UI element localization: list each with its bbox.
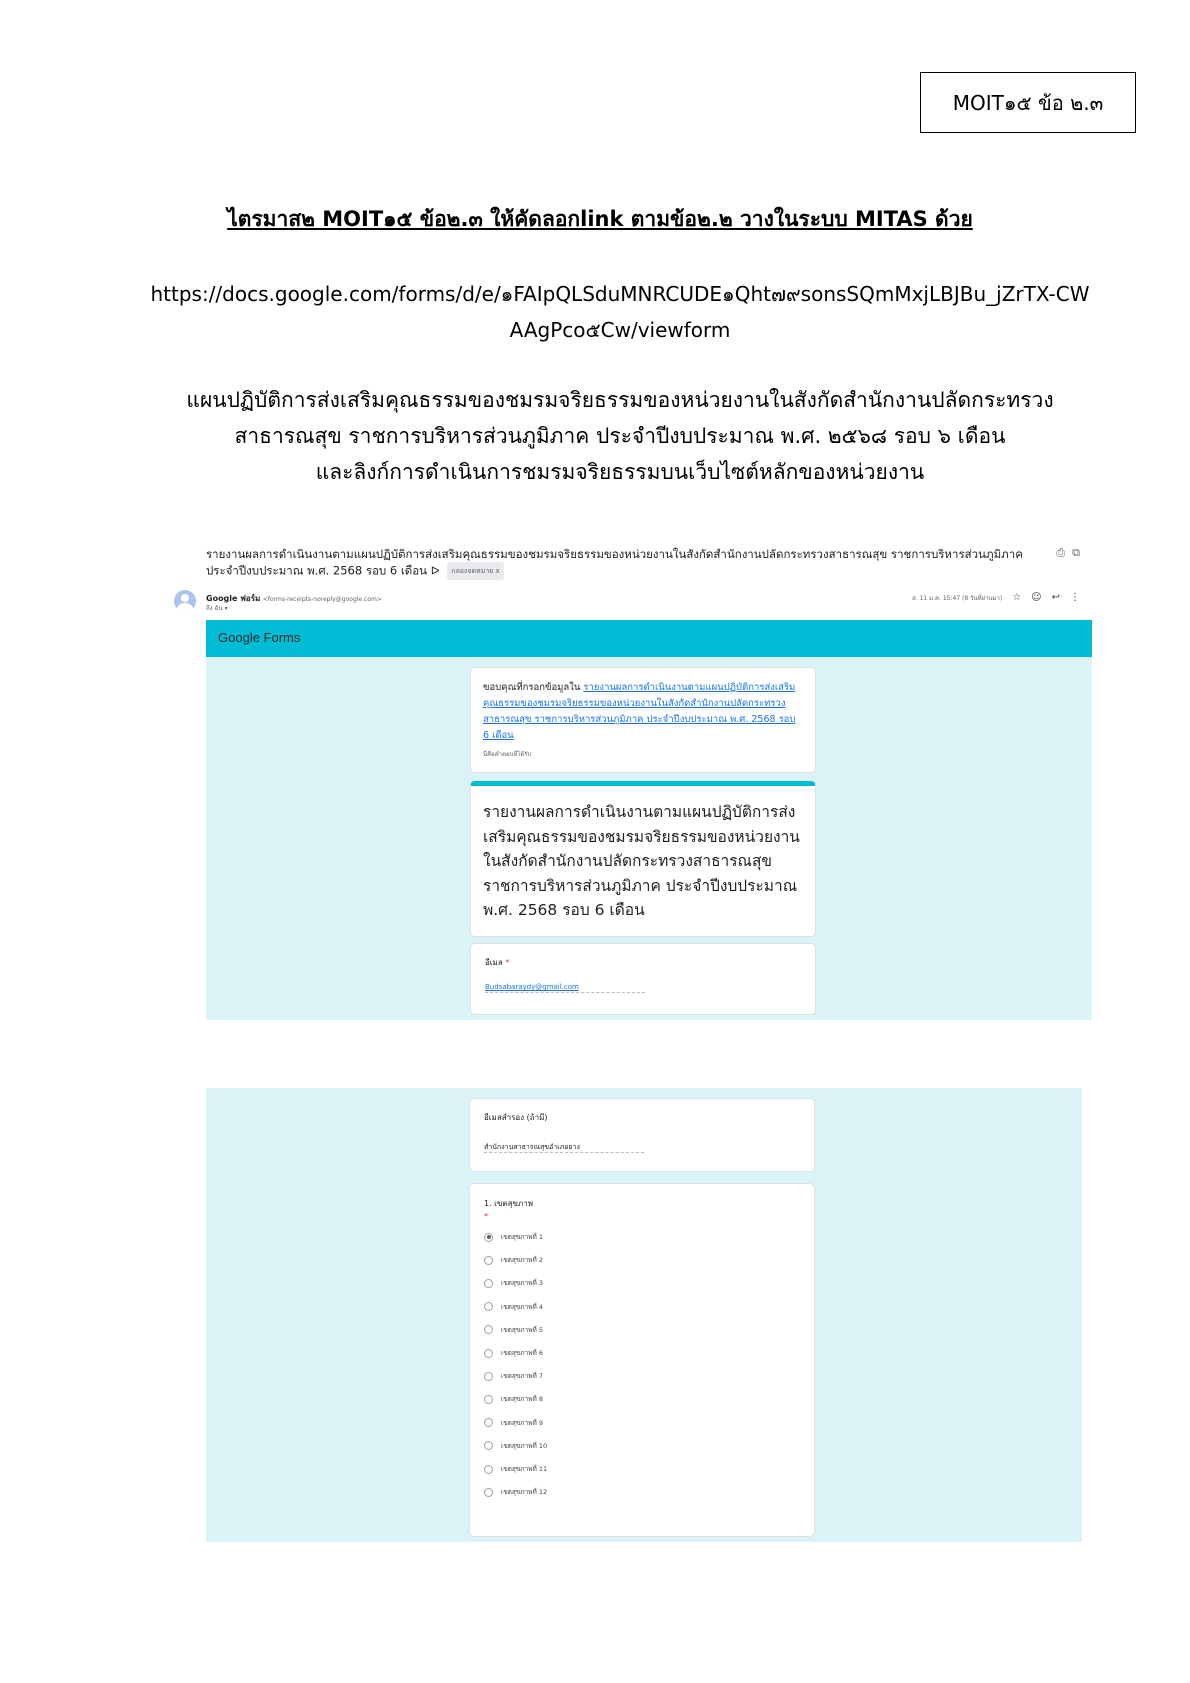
radio-button[interactable] <box>484 1488 493 1497</box>
alt-email-label: อีเมลสำรอง (ถ้ามี) <box>484 1113 548 1122</box>
thanks-text: ขอบคุณที่กรอกข้อมูลใน <box>483 682 584 693</box>
page-heading: ไตรมาส๒ MOIT๑๕ ข้อ๒.๓ ให้คัดลอกlink ตามข้อ๒.๒ วางในระบบ MITAS ด้วย <box>227 207 973 231</box>
inbox-tag[interactable]: กล่องจดหมาย x <box>447 562 503 580</box>
sender-name: Google ฟอร์ม <box>206 594 261 603</box>
radio-button[interactable] <box>484 1233 493 1242</box>
sender <box>206 592 382 605</box>
plan-description <box>150 382 1090 490</box>
form-title-card <box>470 781 816 937</box>
print-icon[interactable]: ⎙ <box>1056 546 1066 559</box>
email-date: ส. 11 ม.ค. 15:47 (8 วันที่ผ่านมา) <box>912 594 1003 602</box>
form-title: รายงานผลการดำเนินงานตามแผนปฏิบัติการส่งเสริมคุณธรรมของชมรมจริยธรรมของหน่วยงานในสังกัดสำนักงานปลัดกระทรวงสาธารณสุข ราชการบริหารส่วนภูมิภาค ประจำปีงบประมาณ พ.ศ. 2568 รอบ 6 เดือน <box>483 803 800 919</box>
region-option[interactable] <box>484 1371 543 1381</box>
radio-button[interactable] <box>484 1256 493 1265</box>
email-label: อีเมล * <box>485 958 510 967</box>
health-region-card <box>469 1183 815 1537</box>
radio-button[interactable] <box>484 1325 493 1334</box>
radio-button[interactable] <box>484 1441 493 1450</box>
subject-actions <box>1056 546 1080 560</box>
email-screenshot <box>172 540 1092 1020</box>
thanks-subtext: นี่คือคำตอบที่ได้รับ <box>483 751 532 758</box>
region-option[interactable] <box>484 1464 547 1474</box>
radio-button[interactable] <box>484 1418 493 1427</box>
region-option-label: เขตสุขภาพที่ 12 <box>501 1488 548 1497</box>
document-code-box <box>920 72 1136 133</box>
avatar <box>174 590 196 612</box>
email-answer[interactable]: Budsabaraydy@gmail.com <box>485 983 579 991</box>
recipient[interactable]: ถึง ฉัน ▾ <box>206 605 228 612</box>
open-new-window-icon[interactable]: ⧉ <box>1072 546 1080 559</box>
region-option[interactable] <box>484 1278 543 1288</box>
emoji-icon[interactable]: ☺ <box>1031 592 1042 603</box>
answer-underline <box>485 992 645 993</box>
google-forms-logo: Google Forms <box>218 630 301 645</box>
alt-email-answer[interactable]: สำนักงานสาธารณสุขอำเภอยาง <box>484 1143 580 1151</box>
sender-email: <forms-receipts-noreply@google.com> <box>262 596 382 603</box>
more-icon[interactable]: ⋮ <box>1070 592 1080 603</box>
region-option-label: เขตสุขภาพที่ 10 <box>501 1441 548 1450</box>
form-screenshot <box>206 1088 1082 1542</box>
region-option-label: เขตสุขภาพที่ 7 <box>501 1372 544 1381</box>
region-option-label: เขตสุขภาพที่ 8 <box>501 1395 544 1404</box>
radio-button[interactable] <box>484 1372 493 1381</box>
star-icon[interactable]: ☆ <box>1012 592 1022 603</box>
document-code: MOIT๑๕ ข้อ ๒.๓ <box>952 90 1104 115</box>
region-option-label: เขตสุขภาพที่ 9 <box>501 1418 544 1427</box>
thanks-card <box>470 667 816 773</box>
radio-button[interactable] <box>484 1465 493 1474</box>
forward-icon: ᐅ <box>430 563 440 578</box>
description-line-1: แผนปฏิบัติการส่งเสริมคุณธรรมของชมรมจริยธรรมของหน่วยงานในสังกัดสำนักงานปลัดกระทรวง <box>186 388 1054 412</box>
description-line-3: และลิงก์การดำเนินการชมรมจริยธรรมบนเว็บไซต์หลักของหน่วยงาน <box>315 460 925 484</box>
region-option[interactable] <box>484 1394 543 1404</box>
region-option[interactable] <box>484 1418 543 1428</box>
region-option-label: เขตสุขภาพที่ 5 <box>501 1325 544 1334</box>
description-line-2: สาธารณสุข ราชการบริหารส่วนภูมิภาค ประจำปีงบประมาณ พ.ศ. ๒๕๖๘ รอบ ๖ เดือน <box>234 424 1006 448</box>
email-question-card <box>470 943 816 1015</box>
radio-button[interactable] <box>484 1302 493 1311</box>
form-receipt-body <box>206 657 1092 1020</box>
form-link[interactable]: รายงานผลการดำเนินงานตามแผนปฏิบัติการส่งเสริมคุณธรรมของชมรมจริยธรรมของหน่วยงานในสังกัดสำนักงานปลัดกระทรวงสาธารณสุข ราชการบริหารส่วนภูมิภาค ประจำปีงบประมาณ พ.ศ. 2568 รอบ 6 เดือน <box>483 682 796 741</box>
radio-button[interactable] <box>484 1349 493 1358</box>
region-option[interactable] <box>484 1487 547 1497</box>
form-url[interactable]: https://docs.google.com/forms/d/e/๑FAIpQLSduMNRCUDE๑Qht๗๙sonsSQmMxjLBJBu_jZrTX-CWAAgPco๕Cw/viewform <box>150 282 1090 342</box>
email-subject: รายงานผลการดำเนินงานตามแผนปฏิบัติการส่งเสริมคุณธรรมของชมรมจริยธรรมของหน่วยงานในสังกัดสำนักงานปลัดกระทรวงสาธารณสุข ราชการบริหารส่วนภูมิภาค ประจำปีงบประมาณ พ.ศ. 2568 รอบ 6 เดือน ᐅ กล่องจดหมาย x <box>206 546 1046 580</box>
reply-icon[interactable]: ↩ <box>1051 592 1060 603</box>
region-option[interactable] <box>484 1348 543 1358</box>
region-option-label: เขตสุขภาพที่ 6 <box>501 1349 544 1357</box>
region-option[interactable] <box>484 1302 543 1312</box>
alt-email-card <box>469 1098 815 1172</box>
region-option-label: เขตสุขภาพที่ 11 <box>501 1465 548 1473</box>
google-forms-banner <box>206 620 1092 657</box>
region-option-label: เขตสุขภาพที่ 2 <box>501 1256 544 1265</box>
required-marker: * <box>484 1212 488 1221</box>
region-option-label: เขตสุขภาพที่ 1 <box>501 1233 544 1241</box>
region-option-label: เขตสุขภาพที่ 4 <box>501 1302 544 1311</box>
region-option[interactable] <box>484 1325 543 1335</box>
region-option-label: เขตสุขภาพที่ 3 <box>501 1279 544 1288</box>
radio-button[interactable] <box>484 1395 493 1404</box>
region-option[interactable] <box>484 1232 543 1242</box>
region-option[interactable] <box>484 1441 547 1451</box>
email-meta <box>912 592 1080 603</box>
region-option[interactable] <box>484 1255 543 1265</box>
radio-button[interactable] <box>484 1279 493 1288</box>
health-region-label: 1. เขตสุขภาพ <box>484 1199 533 1208</box>
